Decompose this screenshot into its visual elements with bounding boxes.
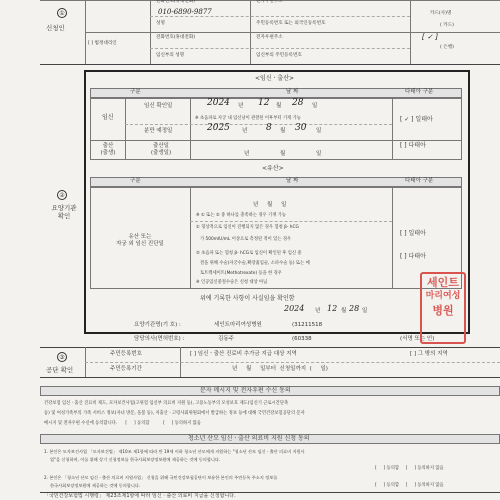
miscarriage-date-line: 년 월 일 xyxy=(253,202,287,208)
applicant-email-label: 전자우편주소 xyxy=(256,0,283,4)
miscarriage-title: <유산> xyxy=(262,165,284,172)
institution-label: 요양기관 확인 xyxy=(51,204,77,221)
due-date-label: 분만 예정일 xyxy=(144,128,173,134)
confirm-year-hw: 2024 xyxy=(207,98,230,108)
miscarriage-col-date: 날 짜 xyxy=(286,178,299,184)
youth-p2-consent[interactable]: [ ] 동의함 [ ] 동의하지 않음 xyxy=(375,483,444,488)
year-char: 년 xyxy=(242,128,248,134)
pregnancy-col-multi: 다태아 구분 xyxy=(405,89,434,95)
legal-rep-checkbox[interactable]: [ ] 법정대리인 xyxy=(88,41,117,46)
public-rrn-label: 주민등록번호 xyxy=(110,351,142,357)
year-char: 년 xyxy=(244,151,250,157)
youth-p1b: 업"을 신청하며, 이를 위해 상기 신청정보를 한국사회보장정보원에 제공하는 것에 동의합니다. xyxy=(50,457,221,462)
due-year-hw: 2025 xyxy=(207,123,230,133)
birth-row-label: 출산 (출생) xyxy=(100,143,116,157)
doctor-name: 김동주 xyxy=(218,336,234,342)
public-label: 공단 확인 xyxy=(46,366,74,374)
miscarriage-dual-checkbox[interactable]: [ ] 다태아 xyxy=(400,253,426,260)
applicant-rrn-label: 주민등록번호 또는 외국인등록번호 xyxy=(256,21,326,26)
miscarriage-note2a: ① 형상적으로 임신이 진행되지 않은 경우 혈청 β- hCG xyxy=(196,225,299,230)
hospital-code: (31211518 xyxy=(292,322,323,328)
year-char: 년 xyxy=(315,308,321,314)
doctor-label: 담당의사(면허번호) : xyxy=(134,336,185,342)
public-target-checkbox[interactable]: [ ] 임신ㆍ출산 진료비 추가금 지급 대상 지역 xyxy=(190,351,297,357)
institution-year-hw: 2024 xyxy=(284,304,305,313)
rep-phone-label: 전화번호(휴대전화) xyxy=(156,35,196,40)
stamp-line: 병원 xyxy=(432,304,454,317)
multi-dual-checkbox[interactable]: [ ] 다태아 xyxy=(400,142,426,149)
day-char: 일 xyxy=(362,308,368,314)
day-char: 일 xyxy=(316,151,322,157)
hospital-seal-stamp xyxy=(420,272,466,344)
sms-title: 문자 메시지 및 전자우편 수신 동의 xyxy=(200,387,291,394)
pregnancy-title: <임신ㆍ출산> xyxy=(255,75,295,82)
institution-day-hw: 28 xyxy=(349,304,360,313)
pregnancy-row-label: 임신 xyxy=(102,114,114,121)
public-number: ③ xyxy=(57,352,67,362)
confirm-day-hw: 28 xyxy=(292,98,304,108)
youth-p2b: 한국사회보장정보원에 제공하는 것에 동의합니다. xyxy=(50,483,141,488)
miscarriage-note3c: 토트렉세이트(Methotrexate) 등을 한 경우 xyxy=(200,271,282,276)
stamp-line: 마리여성 xyxy=(425,291,461,301)
license-number: (60338 xyxy=(292,336,312,342)
pregnancy-col-date: 날 짜 xyxy=(286,89,299,95)
birth-date-label: 출산일 (출생일) xyxy=(150,143,172,157)
card-paren: ( 카드) xyxy=(440,23,454,28)
month-char: 월 xyxy=(280,151,286,157)
youth-p2a: 2. 본인은 「청소년 산모 임신ㆍ출산 의료비 지원사업」 신청을 위해 국민건강보험공단이 보유한 본인의 주민등록 주소지 정보를 xyxy=(44,475,278,480)
sms-body-1: 건강보험 임신ㆍ출산 진료비 제도, 모자보건사업(고위험 임신부 의료비 지원 등), 고용노동부의 모성보호 제도(임신기 근로시간단축 xyxy=(44,401,289,406)
pregnant-rrn-label: 임신부의 주민등록번호 xyxy=(256,53,302,58)
institution-number: ② xyxy=(57,190,67,200)
applicant-phone-value: 010-6890-9877 xyxy=(158,8,212,16)
hospital-name: 세인트마리여성병원 xyxy=(214,322,262,328)
day-char: 일 xyxy=(316,128,322,134)
miscarriage-note3a: ② 초음파 또는 혈청 β- hCG로 임신이 확인된 후 임신 중 xyxy=(196,251,302,256)
multi-single-checkbox[interactable]: [ ✓ ] 일태아 xyxy=(400,116,433,123)
youth-p1a: 1. 본인은 모자보건사업 「모자보건법」 제10조 제1항에 따라 만 19세 이하 청소년 산모에게 지원하는 "청소년 산모 임신ㆍ출산 의료비 지원사 xyxy=(44,449,305,454)
year-char: 년 xyxy=(238,103,244,109)
pregnant-name-label: 임신부의 성명 xyxy=(156,53,185,58)
month-char: 월 xyxy=(341,308,347,314)
confirm-month-hw: 12 xyxy=(258,98,270,108)
stamp-line: 세인트 xyxy=(427,276,459,289)
footer-text: 「국민건강보험법 시행령」 제23조제1항에 따라 임신ㆍ출산 의료비 지급을 신청합니다. xyxy=(44,493,236,499)
institution-code-label: 요양기관명(기 호) : xyxy=(134,322,181,328)
day-char: 일 xyxy=(312,103,318,109)
card-company-label: 카드(사)명 xyxy=(430,11,452,16)
sms-body-2: 등) 및 여성가족부의 가족 서비스 정보(자녀 방문, 돌봄 등), 저출산ㆍ고령사회위원회에서 발급하는 정보 등에 대해 국민건강보험공단의 문자 xyxy=(44,411,305,416)
due-day-hw: 30 xyxy=(295,123,307,133)
miscarriage-single-checkbox[interactable]: [ ] 일태아 xyxy=(400,230,426,237)
applicant-name-label: 성명 xyxy=(156,21,165,26)
youth-title: 청소년 산모 임신ㆍ출산 의료비 지원 신청 동의 xyxy=(188,435,310,442)
applicant-number: ① xyxy=(57,8,67,18)
miscarriage-note1: ※ ① 또는 ② 중 하나를 충족하는 경우 기재 가능 xyxy=(196,213,287,218)
miscarriage-col-multi: 다태아 구분 xyxy=(405,178,434,184)
institution-month-hw: 12 xyxy=(327,304,338,313)
youth-p1-consent[interactable]: [ ] 동의함 [ ] 동의하지 않음 xyxy=(375,466,444,471)
miscarriage-note4: ※ 인공임신중절수술은 신청 대상 아님 xyxy=(196,280,268,285)
applicant-phone-label: 전화번호(휴대전화) xyxy=(156,0,196,4)
rep-email-label: 전자우편주소 xyxy=(256,35,283,40)
confirm-note: ※ 초음파로 자궁 내 임신낭이 관찰된 이후부터 기재 가능 xyxy=(195,116,301,121)
month-char: 월 xyxy=(276,103,282,109)
sms-body-3[interactable]: 메시지 및 전자우편 수신에 동의합니다. [ ] 동의함 [ ] 동의하지 않음 xyxy=(44,421,201,426)
public-period-text: 년 월 일부터 신청일까지 ( 일) xyxy=(232,366,328,372)
confirm-date-label: 임신 확인일 xyxy=(144,103,173,109)
miscarriage-note2b: 가 500mIU/mL 이상으로 측정된 적이 있는 경우 xyxy=(200,237,292,242)
pregnancy-col-category: 구분 xyxy=(130,89,141,95)
due-month-hw: 8 xyxy=(266,123,272,133)
miscarriage-row-label: 유산 또는 자궁 외 임신 진단일 xyxy=(116,234,164,248)
bank-checkbox[interactable]: [ ✓ ] xyxy=(422,33,438,41)
public-period-label: 주민등록기간 xyxy=(110,366,142,372)
month-char: 월 xyxy=(280,128,286,134)
applicant-label: 신청인 xyxy=(46,24,65,32)
sign-label: (서명 또는 인) xyxy=(400,336,435,342)
miscarriage-col-category: 구분 xyxy=(130,178,141,184)
bank-paren: ( 은행) xyxy=(440,45,454,50)
public-other-checkbox[interactable]: [ ] 그 밖의 지역 xyxy=(410,351,448,357)
institution-statement: 위에 기록한 사항이 사실임을 확인함 xyxy=(200,295,295,302)
miscarriage-note3b: 결을 위해 수술(자궁수술,확장흡입술, 소파수술 등) 또는 메 xyxy=(200,261,310,266)
